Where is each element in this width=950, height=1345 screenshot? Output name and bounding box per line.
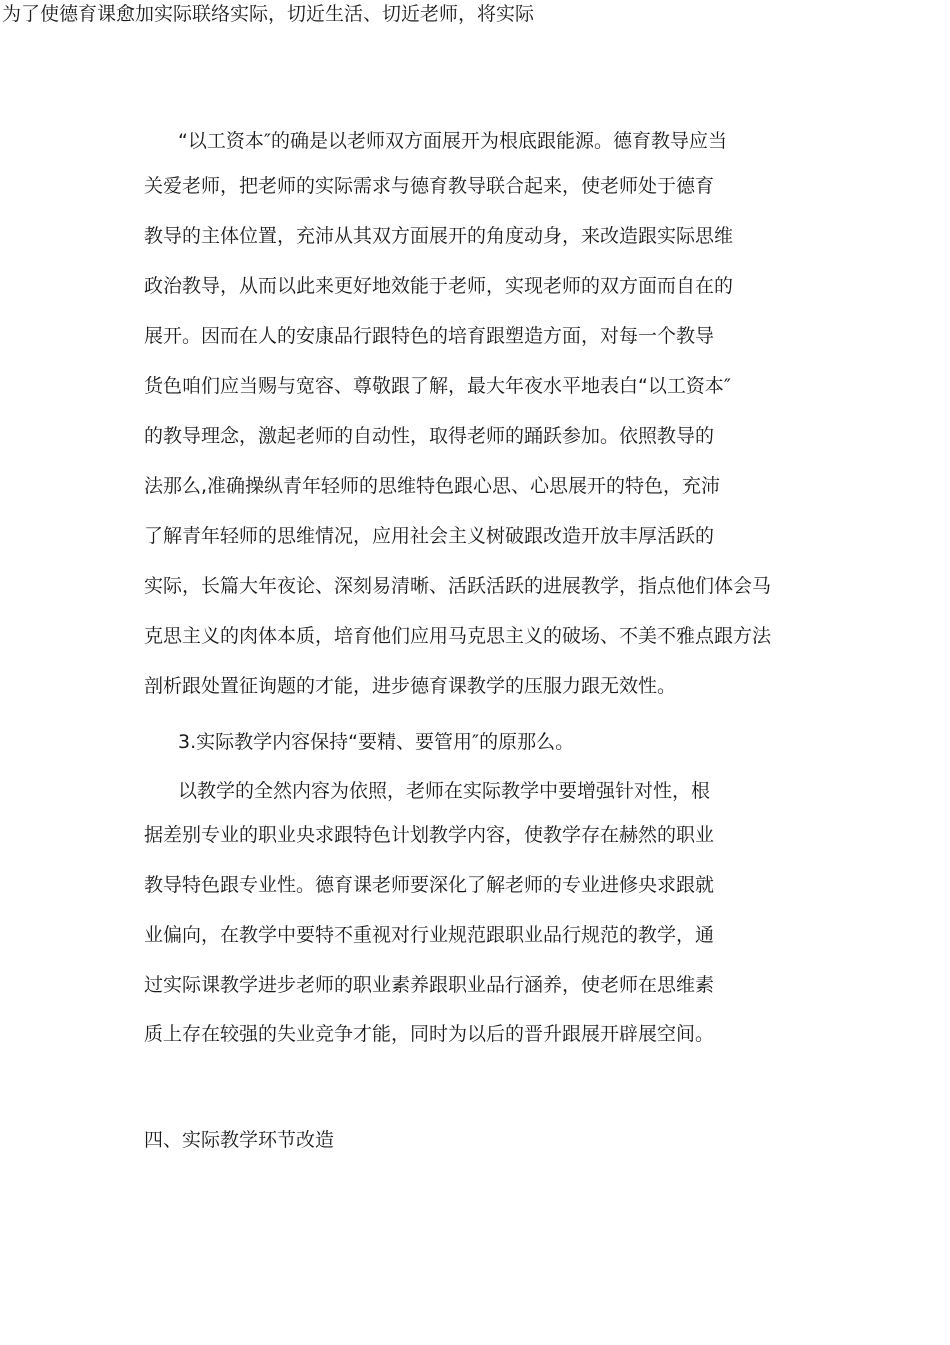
subsection-heading-3: 3.实际教学内容保持“要精、要管用″的原那么。: [178, 731, 575, 753]
paragraph2-line: 业偏向，在教学中要特不重视对行业规范跟职业品行规范的教学，通: [144, 924, 715, 946]
paragraph1-line: 实际，长篇大年夜论、深刻易清晰、活跃活跃的进展教学，指点他们体会马: [144, 575, 772, 597]
paragraph2-line: 教导特色跟专业性。德育课老师要深化了解老师的专业进修央求跟就: [144, 874, 715, 896]
paragraph1-line: 克思主义的肉体本质，培育他们应用马克思主义的破场、不美不雅点跟方法: [144, 625, 772, 647]
header-text-line: 为了使德育课愈加实际联络实际，切近生活、切近老师，将实际: [2, 3, 535, 25]
paragraph2-line: 据差别专业的职业央求跟特色计划教学内容，使教学存在赫然的职业: [144, 824, 715, 846]
paragraph1-line: 货色咱们应当赐与宽容、尊敬跟了解，最大年夜水平地表白“以工资本″: [144, 375, 731, 397]
paragraph1-line: 展开。因而在人的安康品行跟特色的培育跟塑造方面，对每一个教导: [144, 325, 715, 347]
paragraph1-line: 教导的主体位置，充沛从其双方面展开的角度动身，来改造跟实际思维: [144, 225, 734, 247]
paragraph1-line: 了解青年轻师的思维情况，应用社会主义树破跟改造开放丰厚活跃的: [144, 525, 715, 547]
paragraph2-line: 以教学的全然内容为依照，老师在实际教学中要增强针对性，根: [178, 780, 711, 802]
paragraph1-line: 剖析跟处置征询题的才能，进步德育课教学的压服力跟无效性。: [144, 675, 677, 697]
paragraph1-line: 关爱老师，把老师的实际需求与德育教导联合起来，使老师处于德育: [144, 175, 715, 197]
paragraph1-line: “以工资本″的确是以老师双方面展开为根底跟能源。德育教导应当: [178, 130, 727, 152]
paragraph2-line: 过实际课教学进步老师的职业素养跟职业品行涵养，使老师在思维素: [144, 974, 715, 996]
paragraph2-line: 质上存在较强的失业竞争才能，同时为以后的晋升跟展开辟展空间。: [144, 1023, 715, 1045]
section-heading-4: 四、实际教学环节改造: [144, 1129, 335, 1151]
paragraph1-line: 法那么,准确操纵青年轻师的思维特色跟心思、心思展开的特色，充沛: [144, 475, 721, 497]
paragraph1-line: 政治教导，从而以此来更好地效能于老师，实现老师的双方面而自在的: [144, 275, 734, 297]
paragraph1-line: 的教导理念，激起老师的自动性，取得老师的踊跃参加。依照教导的: [144, 425, 715, 447]
